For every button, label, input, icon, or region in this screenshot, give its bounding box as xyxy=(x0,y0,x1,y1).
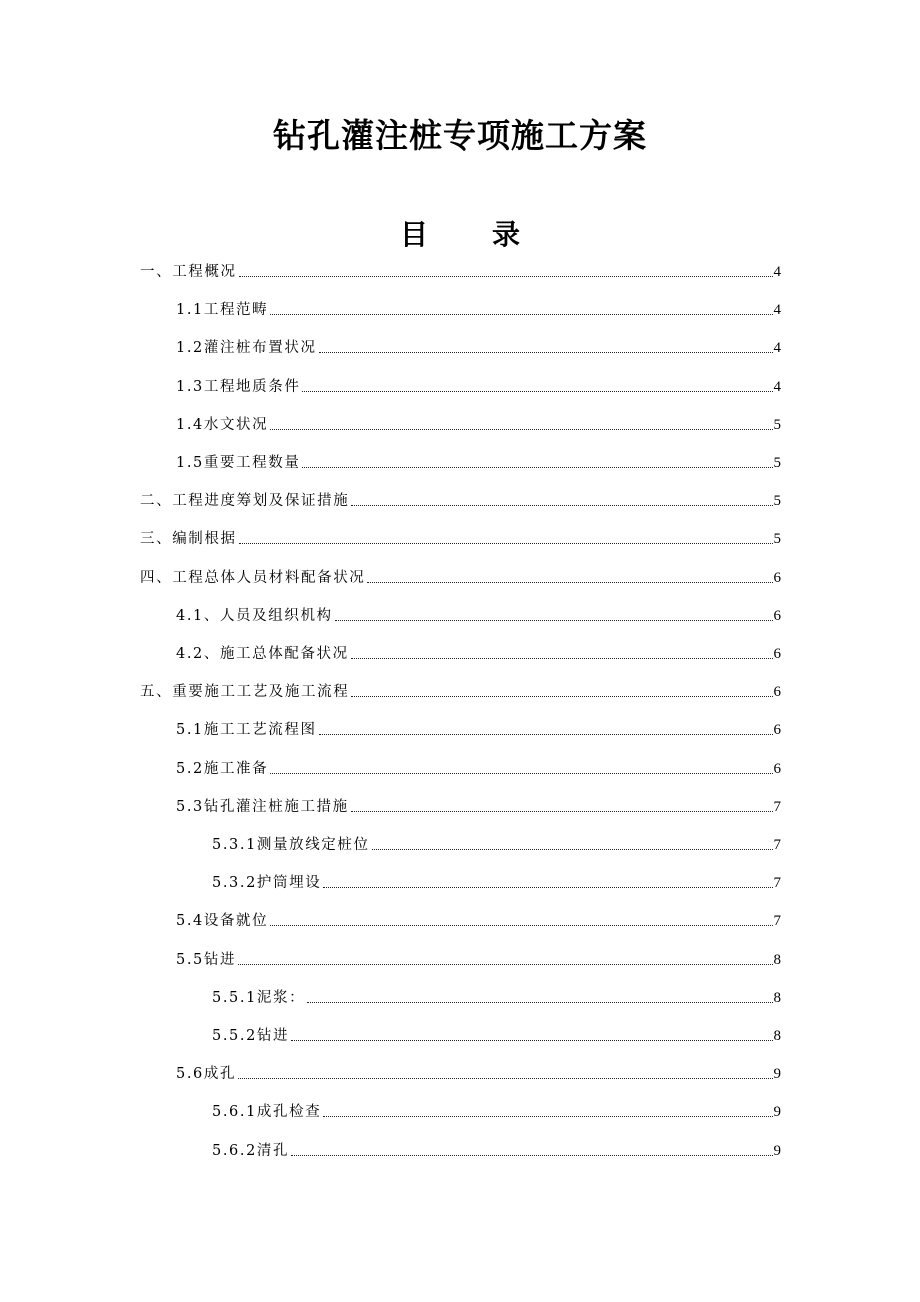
toc-entry[interactable] xyxy=(176,946,781,970)
toc-entry-title: 5.3.2护筒埋设 xyxy=(212,875,322,892)
toc-entry-page-number: 4 xyxy=(773,340,781,357)
toc-dot-leader xyxy=(270,313,772,315)
toc-dot-leader xyxy=(270,428,772,430)
toc-dot-leader xyxy=(351,695,772,697)
toc-entry-title: 1.1工程范畴 xyxy=(176,302,269,319)
toc-entry-page-number: 7 xyxy=(773,875,781,892)
toc-entry[interactable] xyxy=(212,1098,781,1122)
toc-dot-leader xyxy=(319,351,773,353)
toc-dot-leader xyxy=(270,924,772,926)
toc-dot-leader xyxy=(238,963,772,965)
toc-entry[interactable] xyxy=(140,258,781,282)
toc-entry[interactable] xyxy=(212,984,781,1008)
toc-entry-page-number: 4 xyxy=(773,378,781,395)
toc-dot-leader xyxy=(351,504,772,506)
toc-entry-page-number: 5 xyxy=(773,455,781,471)
toc-heading-left: 目 xyxy=(399,218,428,251)
toc-entry-title: 5.1施工工艺流程图 xyxy=(176,722,317,739)
toc-entry-page-number: 5 xyxy=(773,493,781,510)
toc-entry-title: 5.3.1测量放线定桩位 xyxy=(212,837,370,853)
toc-entry-page-number: 6 xyxy=(773,722,781,739)
toc-entry[interactable] xyxy=(140,678,781,702)
toc-entry-page-number: 6 xyxy=(773,569,781,586)
toc-entry[interactable] xyxy=(176,755,781,779)
toc-entry-title: 5.6成孔 xyxy=(176,1066,237,1083)
toc-entry[interactable] xyxy=(176,907,781,931)
toc-entry-title: 1.5重要工程数量 xyxy=(176,455,301,471)
toc-dot-leader xyxy=(351,810,773,812)
toc-entry-page-number: 5 xyxy=(773,531,781,548)
toc-entry[interactable] xyxy=(212,1022,781,1046)
toc-entry-title: 5.2施工准备 xyxy=(176,760,269,777)
toc-entry[interactable] xyxy=(140,487,781,511)
toc-entry[interactable] xyxy=(212,869,781,893)
toc-entry-title: 五、重要施工工艺及施工流程 xyxy=(140,684,350,701)
toc-dot-leader xyxy=(291,1154,772,1156)
toc-dot-leader xyxy=(302,466,772,468)
toc-entry[interactable] xyxy=(176,334,781,358)
toc-entry-title: 四、工程总体人员材料配备状况 xyxy=(140,569,366,586)
toc-entry-page-number: 9 xyxy=(773,1142,781,1159)
toc-dot-leader xyxy=(323,886,772,888)
toc-entry[interactable] xyxy=(176,1060,781,1084)
toc-heading xyxy=(0,213,920,253)
toc-dot-leader xyxy=(323,1115,772,1117)
toc-entry[interactable] xyxy=(176,449,781,473)
toc-entry-page-number: 6 xyxy=(773,607,781,624)
toc-entry-page-number: 5 xyxy=(773,416,781,433)
toc-dot-leader xyxy=(351,657,773,659)
toc-entry-page-number: 7 xyxy=(773,798,781,815)
toc-entry-title: 1.4水文状况 xyxy=(176,416,269,433)
toc-entry-title: 1.3工程地质条件 xyxy=(176,378,301,395)
toc-entry[interactable] xyxy=(176,716,781,740)
toc-entry-page-number: 6 xyxy=(773,646,781,662)
toc-entry-page-number: 8 xyxy=(773,951,781,968)
toc-entry-page-number: 6 xyxy=(773,760,781,777)
toc-entry[interactable] xyxy=(212,831,781,855)
toc-dot-leader xyxy=(319,733,773,735)
toc-dot-leader xyxy=(239,275,773,277)
toc-entry[interactable] xyxy=(212,1137,781,1161)
toc-dot-leader xyxy=(367,581,772,583)
toc-entry[interactable] xyxy=(176,296,781,320)
toc-entry-page-number: 8 xyxy=(773,1028,781,1044)
toc-entry-title: 5.4设备就位 xyxy=(176,913,269,930)
toc-dot-leader xyxy=(291,1039,772,1041)
toc-entry-page-number: 6 xyxy=(773,684,781,701)
toc-entry-title: 二、工程进度筹划及保证措施 xyxy=(140,493,350,510)
toc-entry-title: 一、工程概况 xyxy=(140,264,237,280)
document-title: 钻孔灌注桩专项施工方案 xyxy=(273,116,647,155)
toc-entry[interactable] xyxy=(176,411,781,435)
toc-entry-page-number: 8 xyxy=(773,989,781,1006)
toc-entry-title: 4.1、人员及组织机构 xyxy=(176,607,333,624)
toc-dot-leader xyxy=(238,1077,772,1079)
toc-entry-page-number: 7 xyxy=(773,913,781,930)
toc-entry-title: 三、编制根据 xyxy=(140,531,237,548)
toc-entry-title: 5.5.1泥浆： xyxy=(212,989,306,1006)
toc-entry[interactable] xyxy=(140,525,781,549)
toc-entry[interactable] xyxy=(140,564,781,588)
toc-entry-title: 5.6.2清孔 xyxy=(212,1142,290,1159)
toc-dot-leader xyxy=(270,772,772,774)
toc-dot-leader xyxy=(239,542,773,544)
toc-entry-page-number: 9 xyxy=(773,1104,781,1121)
toc-entry[interactable] xyxy=(176,373,781,397)
toc-entry[interactable] xyxy=(176,793,781,817)
toc-dot-leader xyxy=(372,848,773,850)
toc-dot-leader xyxy=(302,390,772,392)
toc-entry-title: 5.5.2钻进 xyxy=(212,1028,290,1044)
toc-entry-title: 4.2、施工总体配备状况 xyxy=(176,646,349,662)
toc-dot-leader xyxy=(307,1001,772,1003)
toc-entry-title: 5.5钻进 xyxy=(176,951,237,968)
toc-entry-page-number: 7 xyxy=(773,837,781,853)
toc-entry-page-number: 4 xyxy=(773,264,781,280)
toc-dot-leader xyxy=(335,619,773,621)
toc-entry[interactable] xyxy=(176,640,781,664)
toc-heading-right: 录 xyxy=(492,218,521,251)
toc-entry-title: 5.3钻孔灌注桩施工措施 xyxy=(176,798,349,815)
toc-entry-page-number: 4 xyxy=(773,302,781,319)
toc-entry[interactable] xyxy=(176,602,781,626)
toc-entry-title: 5.6.1成孔检查 xyxy=(212,1104,322,1121)
toc-entry-title: 1.2灌注桩布置状况 xyxy=(176,340,317,357)
toc-entry-page-number: 9 xyxy=(773,1066,781,1083)
